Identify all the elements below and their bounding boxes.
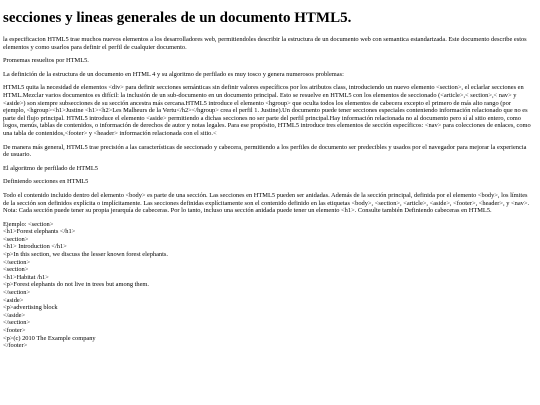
code-line: <p>Forest elephants do not live in trees but among them. xyxy=(3,281,150,289)
code-line: Ejemplo: <section> xyxy=(3,220,54,228)
code-line: <footer> xyxy=(3,327,26,334)
code-line: </footer> xyxy=(3,342,28,350)
code-line: <p>In this section, we discuss the lesser known forest elephants. xyxy=(3,251,168,259)
problems-heading: Promemas resueltos por HTML5. xyxy=(3,57,89,65)
code-line: <section> xyxy=(3,266,29,274)
algorithm-heading: El algoritmo de perfilado de HTML5 xyxy=(3,164,98,172)
code-line: </aside> xyxy=(3,311,26,319)
page-title: secciones y lineas generales de un documento HTML5. xyxy=(3,10,352,26)
code-example xyxy=(3,221,531,350)
code-line: <h1> Introduction </h1> xyxy=(3,243,67,251)
code-line: <h1>Habitat /h1> xyxy=(3,273,49,281)
sections-body-paragraph: Todo el contenido incluido dentro del elemento <body> es parte de una sección. Las secciones en HTML5 pueden ser anidadas. Además de la sección principal, definida por el elemento <body>, los límites de la sección son definidos explícita o implícitamente. Las secciones definidas explícitamente son el contenido definido en las etiquetas <body>, <section>, <article>, <aside>, <footer>, <header>, y <nav>. Nota: Cada sección puede tener su propia jerarquía de cabeceras. Por lo tanto, incluso una sección anidada puede tener un elemento <h1>. Consulte también Definiendo cabeceras en HTML5. xyxy=(3,191,530,215)
html5-solutions-paragraph: HTML5 quita la necesidad de elementos <div> para definir secciones semánticas sin definir valores específicos por los atributos class, introduciendo un nuevo elemento <section>, el eclarlar secciones en HTML.Mezclar varios documentos es difícil: la inclusión de un sub-documento en un documento principal. Esto se resuelve en HTML5 con los elementos de seccionado (<article>,< section>,< nav> y <aside>) son siempre subsecciones de su sección ancestra más cercana.HTML5 introduce el elemento <hgroup> que oculta todos los elementos de cabecera excepto el primero de más alto rango (por ejemplo, <hgroup><h1>Justine <h1><h2>Les Malheurs de la Vertu</h2></hgroup> crea el perfil 1. Justine).Un documento puede tener secciones especiales conteniendo información relacionado que no es parte del flujo principal. HTML5 introduce el elemento <aside> permitiendo a dichas secciones no ser parte del perfil principal.Hay información relacionada no al documento pero sí al sitio entero, como logos, menús, tablas de contenidos, o información de derechos de autor y notas legales. Para ese propósito, HTML5 introduce tres elementos de sección específicos: <nav> para colecciones de enlaces, como una tabla de contenidos,<footer> y <header> información relacionada con el sitio.< xyxy=(3,84,531,137)
defining-sections-heading: Definiendo secciones en HTML5 xyxy=(3,178,89,186)
code-line: <p>advertising block xyxy=(3,304,58,312)
code-line: <p>(c) 2010 The Example company xyxy=(3,334,96,342)
code-line: <section> xyxy=(3,235,29,243)
html4-paragraph: La definición de la estructura de un documento en HTML 4 y su algoritmo de perfilado es muy tosco y genera numerosos problemas: xyxy=(3,70,344,78)
code-line: </section> xyxy=(3,258,31,266)
code-line: <h1>Forest elephants </h1> xyxy=(3,228,76,236)
summary-paragraph: De manera más general, HTML5 trae precisión a las características de seccionado y cabecera, permitiendo a los perfiles de documento ser predecibles y usados por el navegador para mejorar la experiencia de usuario. xyxy=(3,143,527,159)
code-line: <aside> xyxy=(3,296,24,304)
code-line: </section> xyxy=(3,319,31,327)
intro-paragraph: la especificacion HTML5 trae muchos nuevos elementos a los desarrolladores web, permitiendoles describir la estructura de un documento web con semantica estandarizada. Este documento describe estos elementos y como usarlos para definir el perfil de cualquier documento. xyxy=(3,36,527,51)
code-line: </section> xyxy=(3,289,31,297)
